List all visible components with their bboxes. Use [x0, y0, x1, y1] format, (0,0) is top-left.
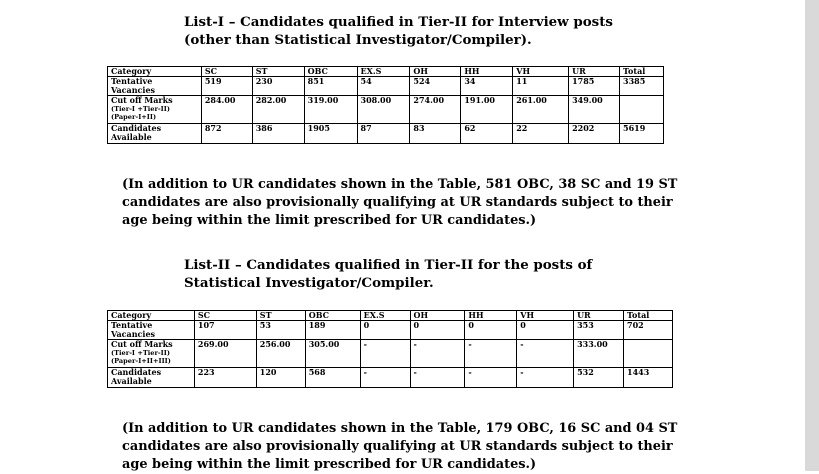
table-cell: 261.00: [513, 96, 569, 124]
table-row: [108, 368, 673, 388]
row-label-line: Tentative: [111, 320, 153, 330]
row-label: [108, 368, 195, 388]
column-header: Category: [108, 67, 202, 77]
row-label: [108, 124, 202, 144]
column-header: VH: [513, 67, 569, 77]
list2-heading-line1: List-II – Candidates qualified in Tier-II for the posts of: [184, 257, 593, 273]
table-cell: 189: [305, 321, 360, 340]
table-cell: 53: [256, 321, 305, 340]
row-label-line: (Paper-I+II): [111, 113, 157, 121]
table-cell: 305.00: [305, 340, 360, 368]
table-cell: 54: [357, 77, 410, 96]
right-margin-band: [805, 0, 819, 471]
column-header: EX.S: [357, 67, 410, 77]
table-cell: 87: [357, 124, 410, 144]
list1-note: [122, 176, 677, 230]
note-line: (In addition to UR candidates shown in the Table, 581 OBC, 38 SC and 19 ST: [122, 177, 678, 192]
list2-table: [107, 310, 673, 388]
table-row: [108, 96, 664, 124]
table-cell: 524: [410, 77, 461, 96]
column-header: UR: [569, 67, 620, 77]
row-label-line: Available: [111, 376, 152, 386]
table-cell: 2202: [569, 124, 620, 144]
table-cell: 0: [360, 321, 410, 340]
table-cell: 519: [201, 77, 252, 96]
table-cell: -: [410, 340, 465, 368]
column-header: ST: [252, 67, 304, 77]
column-header: OBC: [304, 67, 357, 77]
table-cell: 333.00: [574, 340, 624, 368]
table-cell: -: [360, 340, 410, 368]
note-line: (In addition to UR candidates shown in the Table, 179 OBC, 16 SC and 04 ST: [122, 421, 678, 436]
table-header-row: [108, 311, 673, 321]
list1-table: [107, 66, 664, 144]
table-cell: 1905: [304, 124, 357, 144]
table-cell: 11: [513, 77, 569, 96]
table-cell: 274.00: [410, 96, 461, 124]
table-cell: 851: [304, 77, 357, 96]
row-label-line: Vacancies: [111, 85, 156, 95]
row-label: [108, 321, 195, 340]
row-label-line: Vacancies: [111, 329, 156, 339]
table-cell: 5619: [620, 124, 664, 144]
table-cell: -: [465, 368, 517, 388]
column-header: Category: [108, 311, 195, 321]
table-cell: -: [465, 340, 517, 368]
table-cell: 34: [461, 77, 513, 96]
table-cell: 568: [305, 368, 360, 388]
row-label: [108, 96, 202, 124]
table-cell: 353: [574, 321, 624, 340]
list2-heading: [184, 256, 592, 292]
table-cell: 386: [252, 124, 304, 144]
table-row: [108, 77, 664, 96]
row-label-line: (Tier-I +Tier-II): [111, 349, 170, 357]
note-line: age being within the limit prescribed for UR candidates.): [122, 213, 537, 228]
column-header: EX.S: [360, 311, 410, 321]
table-cell: 223: [194, 368, 256, 388]
row-label: [108, 77, 202, 96]
row-label-line: Cut off Marks: [111, 95, 173, 105]
list2-heading-line2: Statistical Investigator/Compiler.: [184, 275, 434, 291]
table-cell: -: [517, 340, 574, 368]
row-label-line: Candidates: [111, 367, 162, 377]
table-cell: 1443: [624, 368, 673, 388]
column-header: HH: [465, 311, 517, 321]
table-cell: 107: [194, 321, 256, 340]
table-cell: 532: [574, 368, 624, 388]
table-cell: 256.00: [256, 340, 305, 368]
note-line: candidates are also provisionally qualifying at UR standards subject to their: [122, 439, 673, 454]
row-label: [108, 340, 195, 368]
table-cell: 230: [252, 77, 304, 96]
table-cell: [620, 96, 664, 124]
table-cell: 282.00: [252, 96, 304, 124]
table-cell: 3385: [620, 77, 664, 96]
table-cell: 284.00: [201, 96, 252, 124]
table-cell: 0: [465, 321, 517, 340]
table-cell: -: [517, 368, 574, 388]
table-cell: 120: [256, 368, 305, 388]
row-label-line: Tentative: [111, 76, 153, 86]
column-header: ST: [256, 311, 305, 321]
list1-heading: [184, 13, 613, 49]
table-cell: 191.00: [461, 96, 513, 124]
column-header: OH: [410, 67, 461, 77]
column-header: Total: [620, 67, 664, 77]
row-label-line: Candidates: [111, 123, 162, 133]
table-cell: 83: [410, 124, 461, 144]
table-cell: 702: [624, 321, 673, 340]
table-row: [108, 340, 673, 368]
table-cell: 1785: [569, 77, 620, 96]
table-cell: 349.00: [569, 96, 620, 124]
row-label-line: Cut off Marks: [111, 339, 173, 349]
column-header: OBC: [305, 311, 360, 321]
table-row: [108, 321, 673, 340]
table-cell: [624, 340, 673, 368]
table-cell: 308.00: [357, 96, 410, 124]
column-header: HH: [461, 67, 513, 77]
table-cell: 0: [517, 321, 574, 340]
note-line: age being within the limit prescribed for UR candidates.): [122, 457, 537, 472]
column-header: SC: [194, 311, 256, 321]
list1-heading-line1: List-I – Candidates qualified in Tier-II for Interview posts: [184, 14, 613, 30]
table-cell: -: [410, 368, 465, 388]
table-cell: -: [360, 368, 410, 388]
table-cell: 22: [513, 124, 569, 144]
row-label-line: (Tier-I +Tier-II): [111, 105, 170, 113]
list2-note: [122, 420, 677, 474]
column-header: UR: [574, 311, 624, 321]
table-cell: 62: [461, 124, 513, 144]
column-header: OH: [410, 311, 465, 321]
column-header: VH: [517, 311, 574, 321]
row-label-line: (Paper-I+II+III): [111, 357, 171, 365]
note-line: candidates are also provisionally qualifying at UR standards subject to their: [122, 195, 673, 210]
column-header: SC: [201, 67, 252, 77]
table-cell: 319.00: [304, 96, 357, 124]
table-cell: 269.00: [194, 340, 256, 368]
row-label-line: Available: [111, 132, 152, 142]
table-cell: 0: [410, 321, 465, 340]
table-row: [108, 124, 664, 144]
table-header-row: [108, 67, 664, 77]
column-header: Total: [624, 311, 673, 321]
list1-heading-line2: (other than Statistical Investigator/Compiler).: [184, 32, 532, 48]
table-cell: 872: [201, 124, 252, 144]
